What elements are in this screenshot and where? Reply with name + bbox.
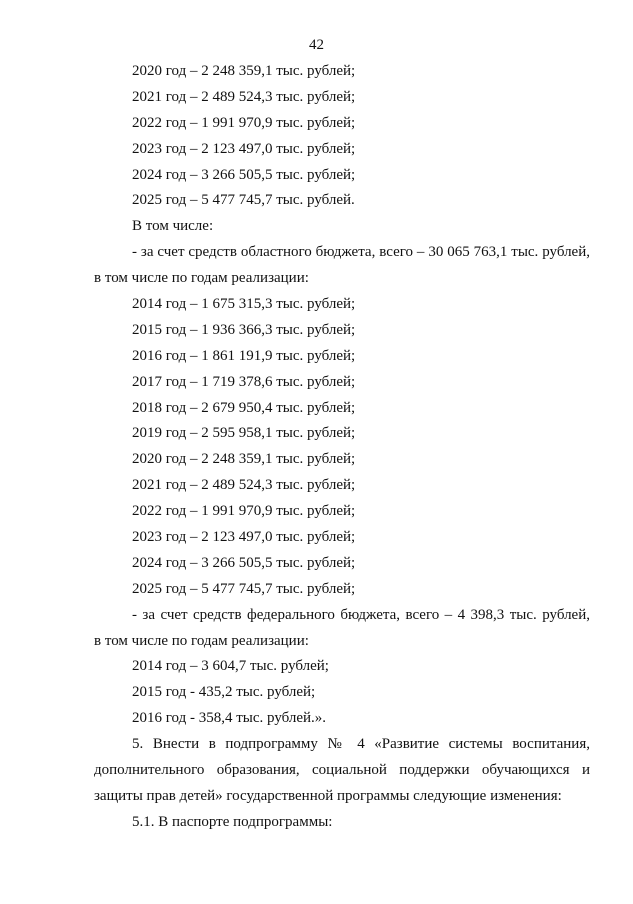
- text-line: В том числе:: [132, 218, 214, 235]
- document-body: [94, 59, 590, 836]
- paragraph-line: дополнительного образования, социальной поддержки обучающихся и: [94, 762, 590, 779]
- text-line: 2018 год – 2 679 950,4 тыс. рублей;: [132, 399, 356, 416]
- text-line: 2015 год - 435,2 тыс. рублей;: [132, 684, 316, 701]
- text-line: 2025 год – 5 477 745,7 тыс. рублей;: [132, 580, 356, 597]
- text-line: 2022 год – 1 991 970,9 тыс. рублей;: [132, 503, 356, 520]
- paragraph-line: - за счет средств областного бюджета, всего – 30 065 763,1 тыс. рублей,: [132, 244, 590, 261]
- text-line: 2024 год – 3 266 505,5 тыс. рублей;: [132, 554, 356, 571]
- text-line: 2022 год – 1 991 970,9 тыс. рублей;: [132, 114, 356, 131]
- text-line: в том числе по годам реализации:: [94, 632, 309, 649]
- text-line: 2014 год – 1 675 315,3 тыс. рублей;: [132, 296, 356, 313]
- text-line: 2017 год – 1 719 378,6 тыс. рублей;: [132, 373, 356, 390]
- text-line: в том числе по годам реализации:: [94, 270, 309, 287]
- text-line: 2023 год – 2 123 497,0 тыс. рублей;: [132, 140, 356, 157]
- paragraph-line: 5. Внести в подпрограмму № 4 «Развитие системы воспитания,: [132, 736, 590, 753]
- page-number: 42: [309, 37, 324, 53]
- paragraph-line: - за счет средств федерального бюджета, всего – 4 398,3 тыс. рублей,: [132, 606, 590, 623]
- text-line: 2020 год – 2 248 359,1 тыс. рублей;: [132, 63, 356, 79]
- text-line: 2021 год – 2 489 524,3 тыс. рублей;: [132, 477, 356, 494]
- text-line: 2016 год – 1 861 191,9 тыс. рублей;: [132, 347, 356, 364]
- text-line: 2016 год - 358,4 тыс. рублей.».: [132, 710, 327, 727]
- text-line: 2019 год – 2 595 958,1 тыс. рублей;: [132, 425, 356, 442]
- text-line: 2024 год – 3 266 505,5 тыс. рублей;: [132, 166, 356, 183]
- text-line: защиты прав детей» государственной программы следующие изменения:: [94, 787, 562, 804]
- text-line: 2014 год – 3 604,7 тыс. рублей;: [132, 658, 329, 675]
- text-line: 5.1. В паспорте подпрограммы:: [132, 813, 333, 830]
- text-line: 2025 год – 5 477 745,7 тыс. рублей.: [132, 192, 355, 209]
- text-line: 2021 год – 2 489 524,3 тыс. рублей;: [132, 88, 356, 105]
- text-line: 2023 год – 2 123 497,0 тыс. рублей;: [132, 529, 356, 546]
- text-line: 2020 год – 2 248 359,1 тыс. рублей;: [132, 451, 356, 468]
- text-line: 2015 год – 1 936 366,3 тыс. рублей;: [132, 321, 356, 338]
